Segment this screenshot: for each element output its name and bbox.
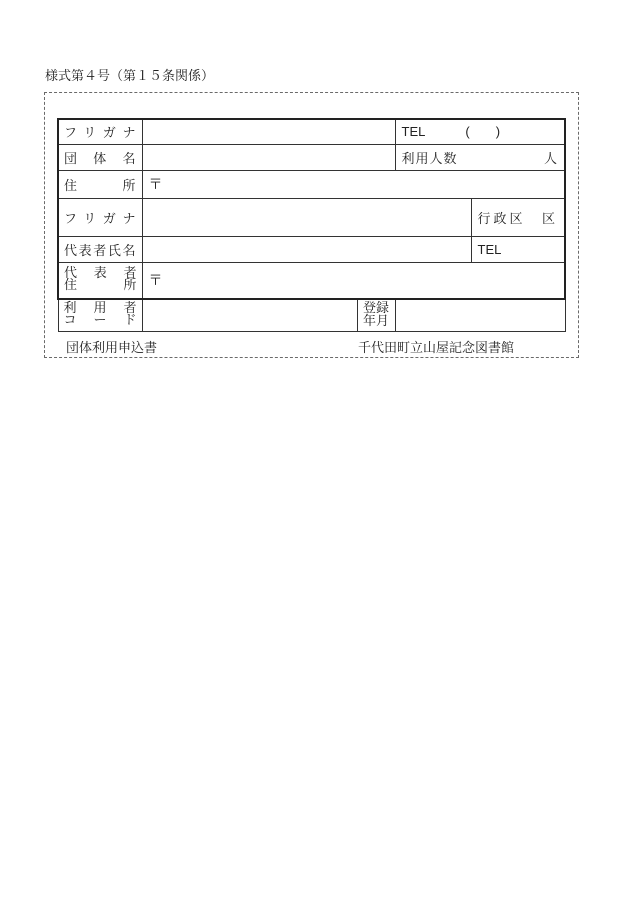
users-count-label: 利用人数 (401, 151, 458, 167)
tel-paren-open: ( (465, 124, 470, 140)
rep-address-row (58, 262, 565, 299)
users-count-field[interactable] (395, 144, 565, 170)
user-code-label-line1: 利用者 (63, 301, 137, 317)
users-count-unit: 人 (544, 151, 559, 167)
ward-field[interactable] (471, 198, 565, 236)
registration-label-line2: 年月 (363, 314, 390, 330)
tel-paren-close: ) (495, 124, 501, 140)
tel-label: TEL (401, 124, 426, 140)
library-name: 千代田町立山屋記念図書館 (358, 341, 515, 356)
rep-address-label-line1: 代表者 (64, 266, 137, 282)
group-furigana-row (58, 119, 565, 144)
group-name-row (58, 144, 565, 170)
rep-address-label-line2: 住所 (64, 278, 137, 294)
postal-mark-icon: 〒 (148, 177, 163, 193)
group-furigana-field[interactable] (142, 119, 395, 144)
rep-name-field[interactable] (142, 236, 471, 262)
user-code-row (58, 299, 565, 331)
application-form-table (57, 118, 566, 332)
ward-label: 行政区 (477, 211, 526, 227)
group-name-field[interactable] (142, 144, 395, 170)
rep-address-field[interactable] (142, 262, 565, 299)
group-furigana-label: フリガナ (58, 119, 142, 144)
user-code-label (58, 299, 142, 331)
rep-tel-label: TEL (477, 241, 502, 257)
rep-postal-mark-icon: 〒 (148, 273, 163, 290)
rep-name-label: 代表者氏名 (58, 236, 142, 262)
address-field[interactable] (142, 170, 565, 198)
rep-address-label (58, 262, 142, 299)
rep-furigana-row (58, 198, 565, 236)
registration-label (357, 299, 395, 331)
registration-label-line1: 登録 (363, 301, 390, 317)
address-label: 住所 (58, 170, 142, 198)
rep-tel-field[interactable] (471, 236, 565, 262)
user-code-field[interactable] (142, 299, 357, 331)
rep-furigana-field[interactable] (142, 198, 471, 236)
rep-furigana-label: フリガナ (58, 198, 142, 236)
group-tel-field[interactable] (395, 119, 565, 144)
form-number: 様式第４号（第１５条関係） (45, 69, 215, 84)
group-name-label: 団体名 (58, 144, 142, 170)
rep-name-row (58, 236, 565, 262)
form-title: 団体利用申込書 (66, 341, 158, 356)
address-row (58, 170, 565, 198)
user-code-label-line2: コード (63, 313, 137, 329)
registration-field[interactable] (395, 299, 565, 331)
ward-unit: 区 (542, 211, 559, 227)
